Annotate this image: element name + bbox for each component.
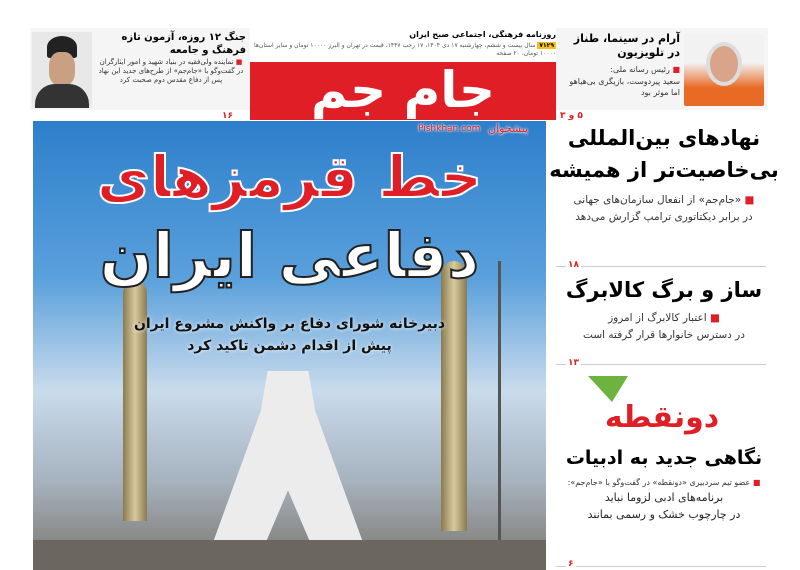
subtitle: برنامه‌های ادبی لزوما نباید در چارچوب خشک و رسمی بمانند bbox=[587, 491, 741, 521]
watermark-en: Pishkhan.com bbox=[418, 124, 481, 134]
headline: جنگ ۱۲ روزه، آزمون تازه فرهنگ و جامعه bbox=[121, 32, 246, 56]
missile-right bbox=[441, 261, 467, 531]
page-ref: ۱۳ bbox=[568, 358, 579, 368]
do-noghteh-logo: دونقطه bbox=[548, 372, 780, 444]
subtitle: ■ نماینده ولی‌فقیه در بنیاد شهید و امور ایثارگران در گفت‌وگو با «جام‌جم» از طرح‌های جدید این نهاد پس از دفاع مقدس دوم صحبت کرد bbox=[98, 58, 244, 84]
lead: ■ عضو تیم سردبیری «دونقطه» در گفت‌وگو با «جام‌جم»: bbox=[567, 478, 761, 487]
top-right-teaser[interactable] bbox=[556, 28, 768, 110]
main-headline-line1: خط قرمزهای bbox=[96, 143, 483, 211]
page-ref: ۵ و ۳ bbox=[560, 111, 583, 121]
main-story[interactable] bbox=[33, 121, 546, 570]
headline: نهادهای بین‌المللی bbox=[567, 126, 761, 150]
main-subtitle: دبیرخانه شورای دفاع بر واکنش مشروع ایران پیش از اقدام دشمن تاکید کرد bbox=[133, 316, 446, 354]
cleric-photo bbox=[32, 32, 92, 108]
masthead-logo: جام جم bbox=[250, 62, 556, 120]
subtitle: سعید پیردوست، بازیگری بی‌هیاهو اما موثر بود bbox=[569, 77, 680, 97]
masthead-tagline: روزنامه فرهنگی، اجتماعی صبح ایران bbox=[409, 30, 556, 39]
top-left-teaser[interactable] bbox=[30, 28, 250, 110]
headline: بی‌خاصیت‌تر از همیشه bbox=[549, 158, 779, 182]
masthead-dateline bbox=[250, 42, 556, 58]
sidebar-story-2[interactable] bbox=[548, 274, 780, 344]
main-headline-line2: دفاعی ایران bbox=[99, 219, 480, 292]
dateline-text: سال بیست و ششم، چهارشنبه ۱۷ دی ۱۴۰۴، ۱۷ رجب ۱۴۴۷، قیمت در تهران و البرز ۱۰۰۰۰ تومان و سایر استان‌ها ۱۰۰۰۰ تومان، ۲۰ صفحه bbox=[253, 42, 556, 57]
headline: آرام در سینما، طناز در تلویزیون bbox=[573, 32, 680, 59]
issue-number: ۷۱۲۹ bbox=[539, 42, 554, 49]
lead: ■ رئیس رسانه ملی: bbox=[610, 65, 680, 74]
page-ref: ۶ bbox=[568, 559, 574, 569]
subtitle: ■ «جام‌جم» از انفعال سازمان‌های جهانی در برابر دیکتاتوری ترامپ گزارش می‌دهد bbox=[573, 194, 755, 223]
sidebar-story-1[interactable] bbox=[548, 122, 780, 226]
headline: نگاهی جدید به ادبیات bbox=[565, 447, 763, 469]
lamp-post bbox=[498, 261, 501, 570]
page-ref: ۱۶ bbox=[222, 111, 233, 121]
page-ref: ۱۸ bbox=[568, 260, 579, 270]
actor-photo bbox=[684, 34, 764, 106]
subtitle: ■ اعتبار کالابرگ از امروز در دسترس خانوارها قرار گرفته است bbox=[583, 312, 745, 341]
watermark-fa: پیشخوان bbox=[488, 122, 529, 135]
sidebar-story-3[interactable] bbox=[548, 372, 780, 523]
headline: ساز و برگ کالابرگ bbox=[565, 278, 763, 302]
